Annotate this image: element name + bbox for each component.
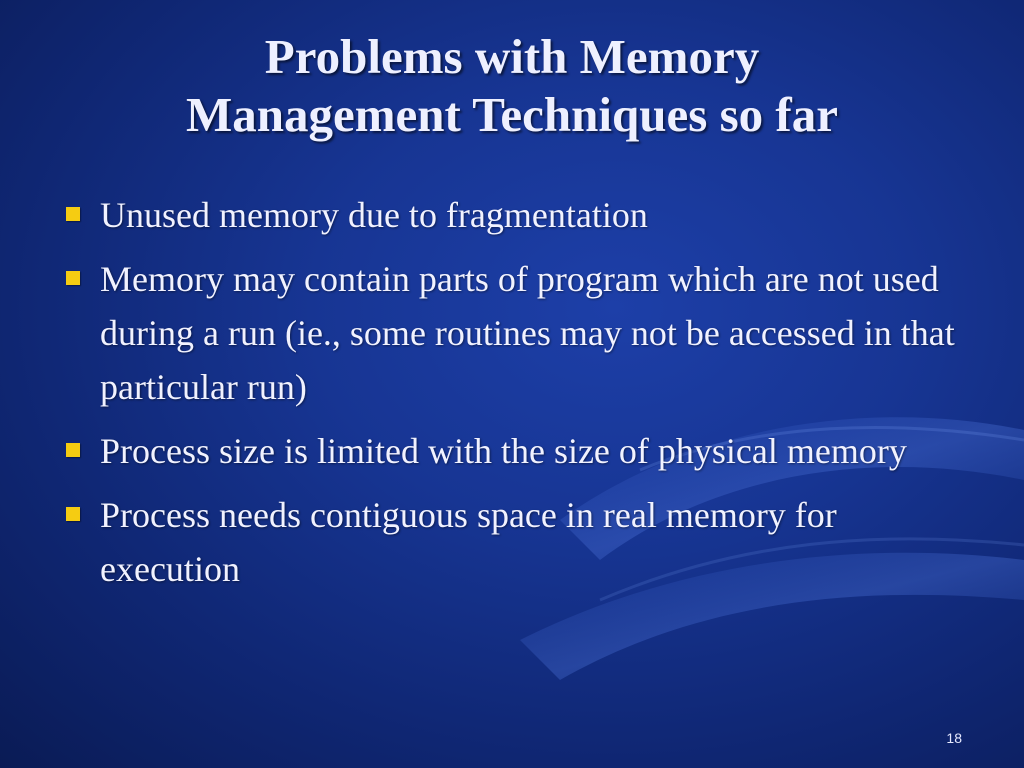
bullet-text: Memory may contain parts of program which are not used during a run (ie., some routines may not be accessed in that particular run): [100, 259, 955, 407]
bullet-text: Unused memory due to fragmentation: [100, 195, 648, 235]
square-bullet-icon: [66, 507, 80, 521]
slide-title: [40, 28, 984, 144]
square-bullet-icon: [66, 207, 80, 221]
bullet-item: [62, 252, 977, 414]
bullet-list: [62, 188, 977, 606]
square-bullet-icon: [66, 443, 80, 457]
bullet-item: [62, 424, 977, 478]
bullet-item: [62, 488, 977, 596]
square-bullet-icon: [66, 271, 80, 285]
bullet-item: [62, 188, 977, 242]
bullet-text: Process size is limited with the size of physical memory: [100, 431, 907, 471]
slide-title-line-1: Problems with Memory: [264, 29, 760, 84]
slide-page-number: 18: [946, 730, 962, 746]
slide-title-line-2: Management Techniques so far: [185, 87, 838, 142]
bullet-text: Process needs contiguous space in real memory for execution: [100, 495, 837, 589]
